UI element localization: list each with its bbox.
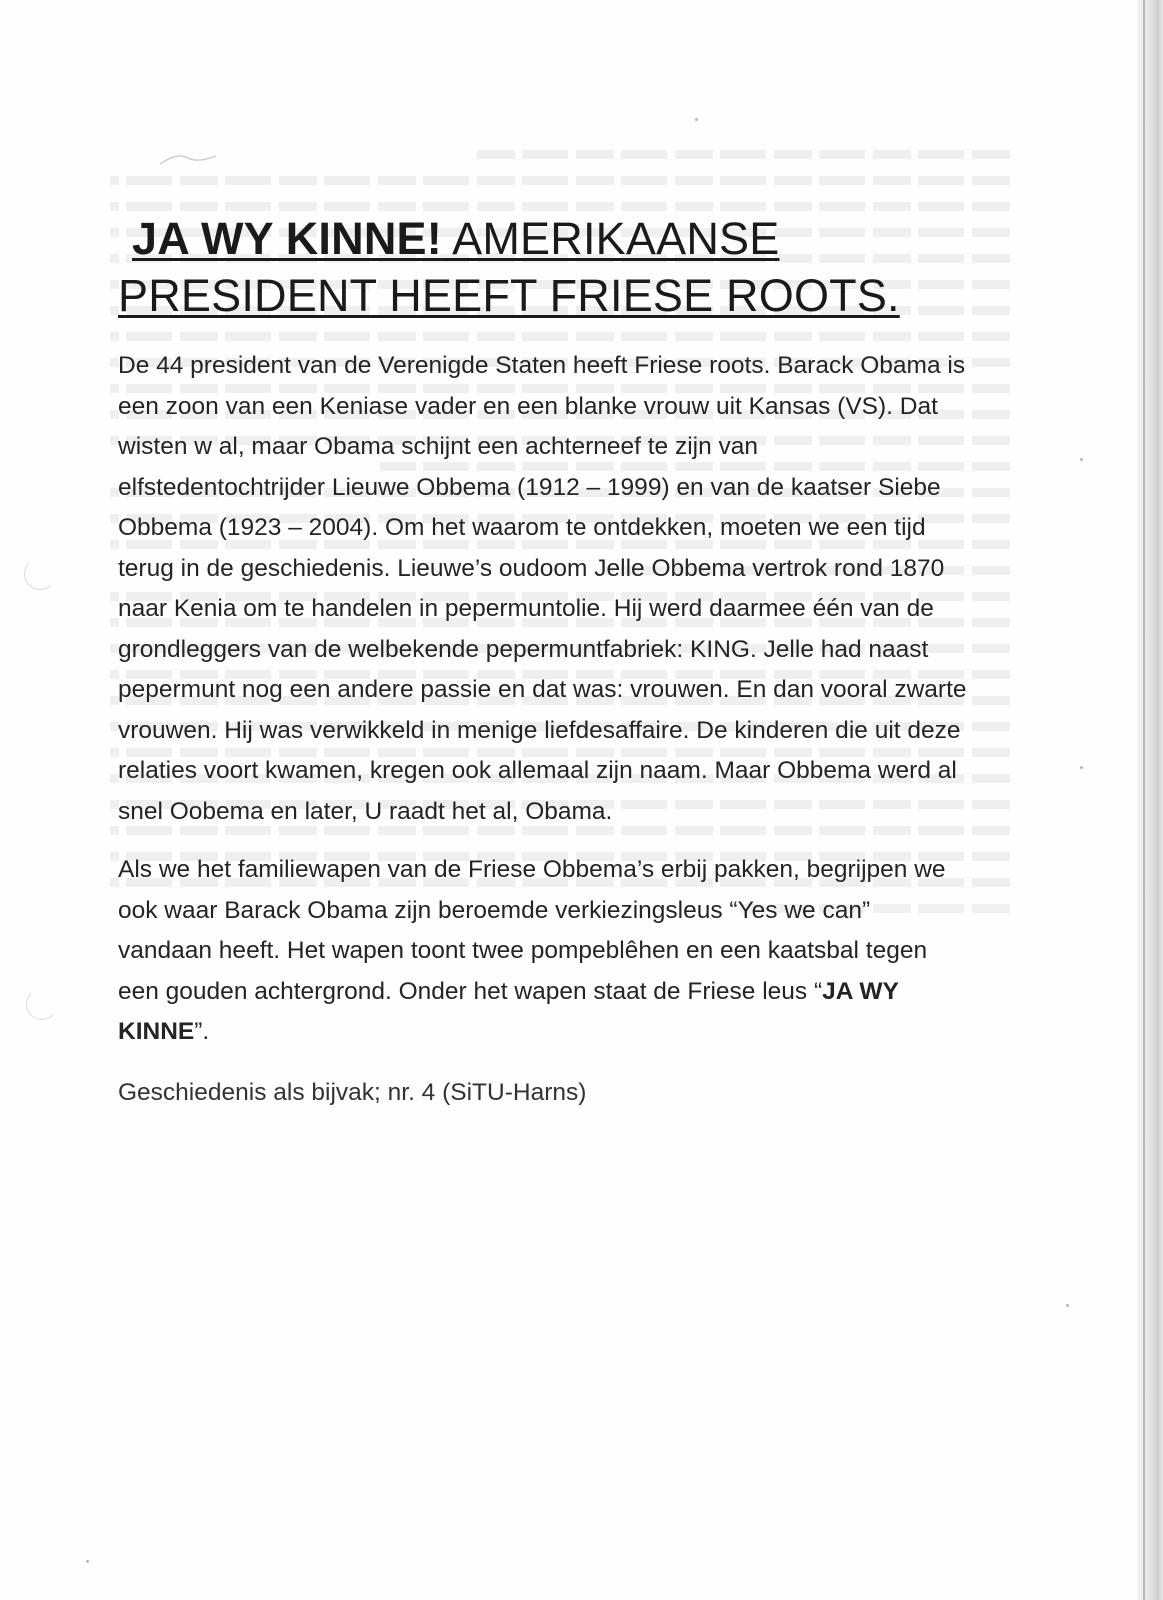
motto: JA WY KINNE <box>118 977 899 1045</box>
speck <box>1080 766 1083 769</box>
speck <box>1066 1304 1069 1307</box>
article <box>118 210 968 1113</box>
title-bold: JA WY KINNE! <box>132 213 442 264</box>
punch-hole <box>26 988 58 1020</box>
article-title <box>118 210 968 324</box>
pencil-mark <box>158 150 218 168</box>
paragraph-2-text: Als we het familiewapen van de Friese Obbema’s erbij pakken, begrijpen we ook waar Barack Obama zijn beroemde verkiezingsleus “Yes we can” vandaan heeft. Het wapen toont twee pompeblêhen en een kaatsbal tegen een gouden achtergrond. Onder het wapen staat de Friese leus “ <box>118 856 946 1005</box>
paper-edge-line <box>1143 0 1145 1600</box>
punch-hole <box>24 558 56 590</box>
paragraph-2-end: ”. <box>194 1018 210 1045</box>
paragraph-2 <box>118 850 968 1053</box>
source-footer: Geschiedenis als bijvak; nr. 4 (SiTU-Harns) <box>118 1078 587 1106</box>
title-rest: AMERIKAANSE PRESIDENT HEEFT FRIESE ROOTS. <box>118 213 900 321</box>
speck <box>695 118 698 121</box>
paragraph-1: De 44 president van de Verenigde Staten heeft Friese roots. Barack Obama is een zoon van een Keniase vader en een blanke vrouw uit Kansas (VS). Dat wisten w al, maar Obama schijnt een achterneef te zijn van elfstedentochtrijder Lieuwe Obbema (1912 – 1999) en van de kaatser Siebe Obbema (1923 – 2004). Om het waarom te ontdekken, moeten we een tijd terug in de geschiedenis. Lieuwe’s oudoom Jelle Obbema vertrok rond 1870 naar Kenia om te handelen in pepermuntolie. Hij werd daarmee één van de grondleggers van de welbekende pepermuntfabriek: KING. Jelle had naast pepermunt nog een andere passie en dat was: vrouwen. En dan vooral zwarte vrouwen. Hij was verwikkeld in menige liefdesaffaire. De kinderen die uit deze relaties voort kwamen, kregen ook allemaal zijn naam. Maar Obbema werd al snel Oobema en later, U raadt het al, Obama. <box>118 352 967 825</box>
speck <box>86 1560 89 1563</box>
paper-edge <box>1137 0 1163 1600</box>
speck <box>1080 458 1083 461</box>
